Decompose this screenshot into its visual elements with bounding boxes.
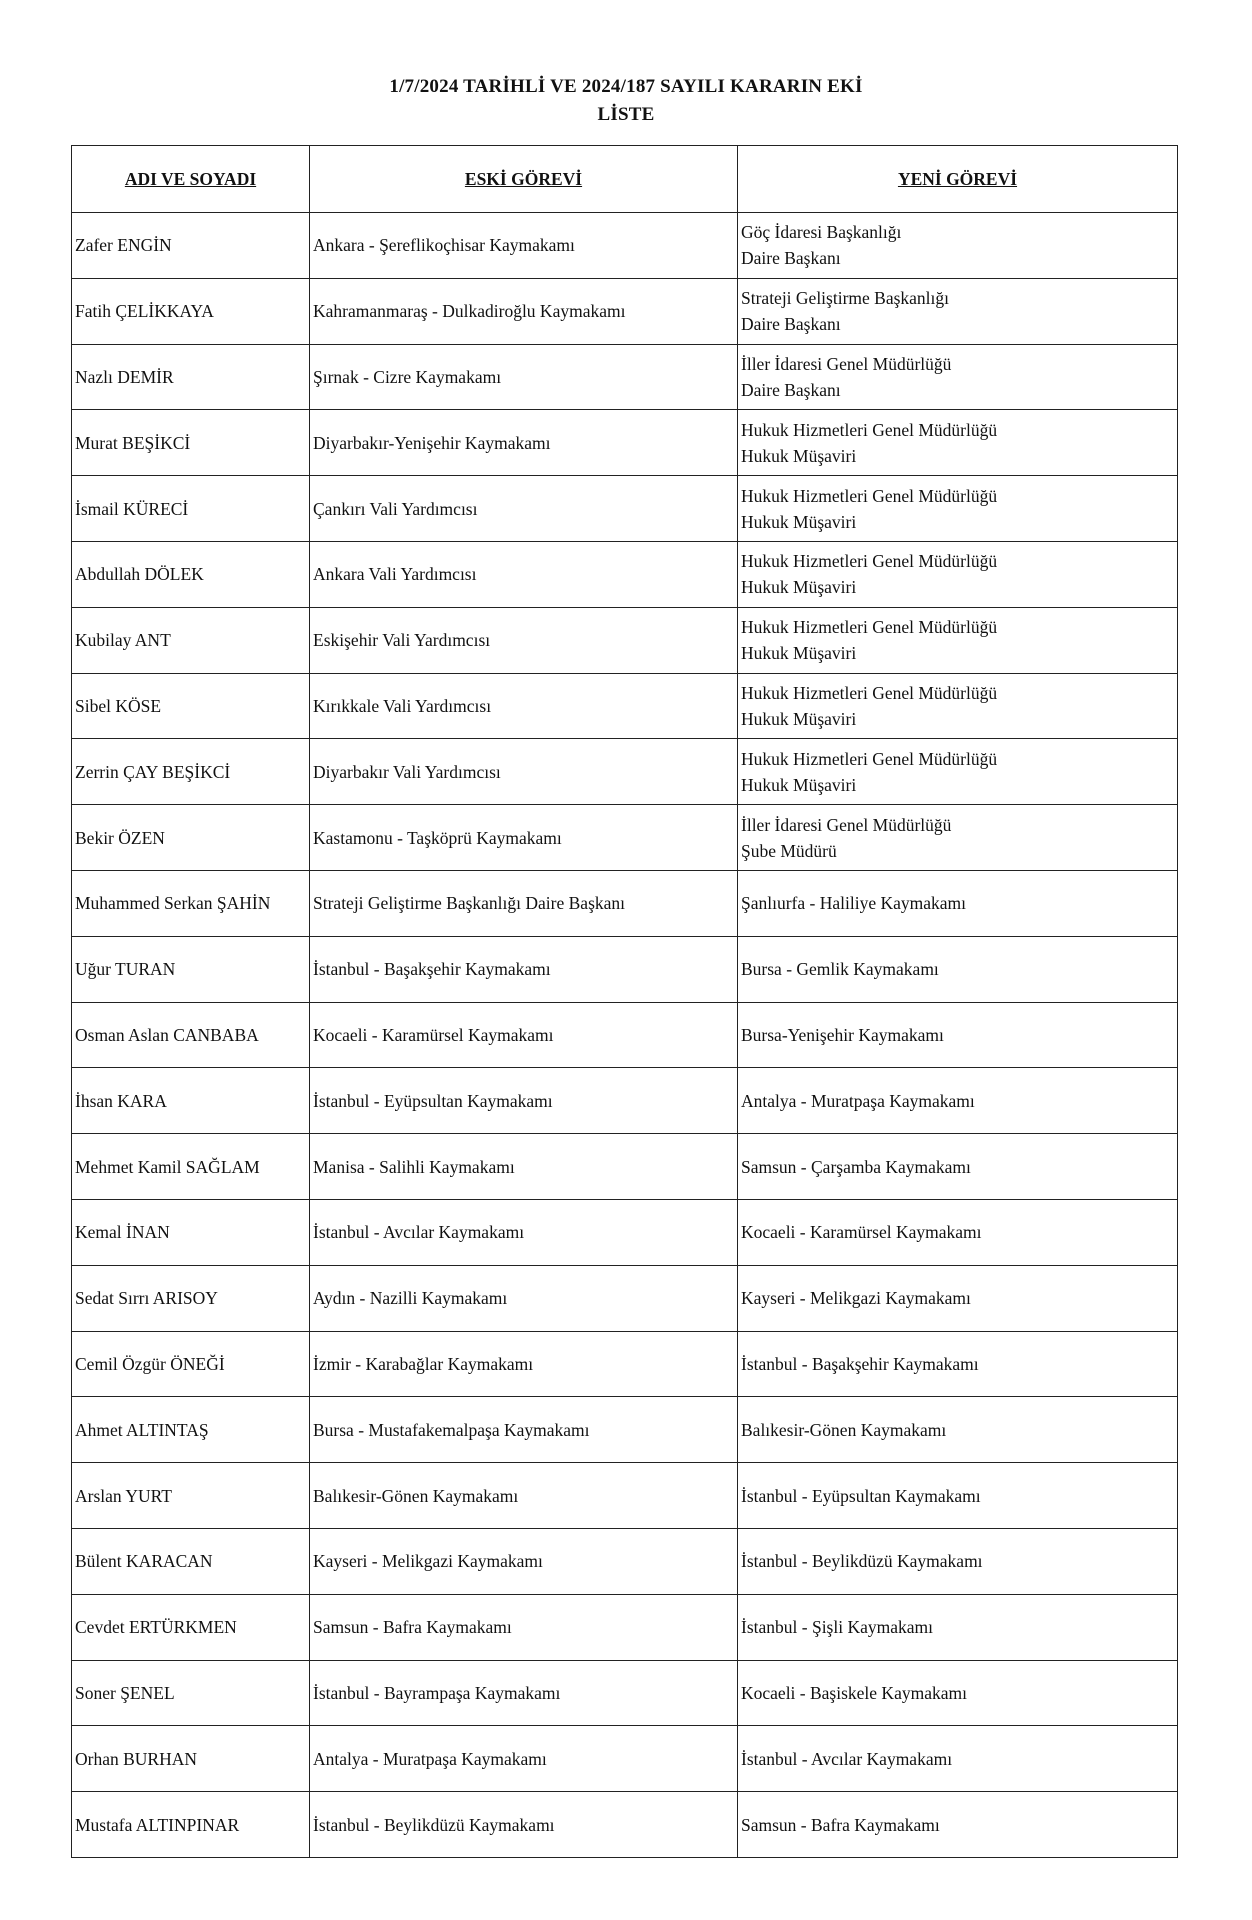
- new-position-line: Hukuk Hizmetleri Genel Müdürlüğü: [741, 485, 998, 506]
- cell-old-position: İstanbul - Başakşehir Kaymakamı: [310, 936, 738, 1002]
- cell-name: Muhammed Serkan ŞAHİN: [72, 870, 310, 936]
- new-position-line: Bursa - Gemlik Kaymakamı: [741, 959, 939, 980]
- table-row: [72, 213, 1178, 279]
- new-position-line: Samsun - Bafra Kaymakamı: [741, 1814, 940, 1835]
- table-row: [72, 1463, 1178, 1529]
- cell-new-position: [738, 1331, 1178, 1397]
- new-position-line: Antalya - Muratpaşa Kaymakamı: [741, 1090, 975, 1111]
- new-position-line: Kocaeli - Karamürsel Kaymakamı: [741, 1222, 982, 1243]
- table-row: [72, 936, 1178, 1002]
- table-row: [72, 344, 1178, 410]
- new-position-line: İstanbul - Başakşehir Kaymakamı: [741, 1353, 979, 1374]
- cell-name: Sedat Sırrı ARISOY: [72, 1265, 310, 1331]
- new-position-line: İller İdaresi Genel Müdürlüğü: [741, 814, 952, 835]
- table-row: [72, 1002, 1178, 1068]
- cell-name: Zafer ENGİN: [72, 213, 310, 279]
- cell-name: Sibel KÖSE: [72, 673, 310, 739]
- cell-name: Murat BEŞİKCİ: [72, 410, 310, 476]
- cell-name: Mehmet Kamil SAĞLAM: [72, 1134, 310, 1200]
- table-row: [72, 476, 1178, 542]
- table-row: [72, 1199, 1178, 1265]
- appointment-table: [71, 145, 1178, 1858]
- cell-name: İhsan KARA: [72, 1068, 310, 1134]
- cell-old-position: Aydın - Nazilli Kaymakamı: [310, 1265, 738, 1331]
- cell-new-position: [738, 541, 1178, 607]
- table-row: [72, 541, 1178, 607]
- table-row: [72, 1331, 1178, 1397]
- table-row: [72, 1528, 1178, 1594]
- new-position-line: Kocaeli - Başiskele Kaymakamı: [741, 1682, 967, 1703]
- table-row: [72, 1068, 1178, 1134]
- cell-new-position: [738, 739, 1178, 805]
- cell-new-position: [738, 1002, 1178, 1068]
- table-row: [72, 805, 1178, 871]
- cell-new-position: [738, 673, 1178, 739]
- cell-old-position: İstanbul - Eyüpsultan Kaymakamı: [310, 1068, 738, 1134]
- new-position-title: Hukuk Müşaviri: [741, 445, 857, 466]
- new-position-title: Hukuk Müşaviri: [741, 511, 857, 532]
- cell-new-position: [738, 1134, 1178, 1200]
- cell-new-position: [738, 870, 1178, 936]
- cell-name: Bülent KARACAN: [72, 1528, 310, 1594]
- cell-new-position: [738, 1397, 1178, 1463]
- cell-name: Kemal İNAN: [72, 1199, 310, 1265]
- new-position-line: Hukuk Hizmetleri Genel Müdürlüğü: [741, 617, 998, 638]
- cell-name: Ahmet ALTINTAŞ: [72, 1397, 310, 1463]
- cell-name: Orhan BURHAN: [72, 1726, 310, 1792]
- header-old-position: ESKİ GÖREVİ: [310, 146, 738, 213]
- cell-old-position: Ankara Vali Yardımcısı: [310, 541, 738, 607]
- new-position-line: İller İdaresi Genel Müdürlüğü: [741, 353, 952, 374]
- cell-name: Zerrin ÇAY BEŞİKCİ: [72, 739, 310, 805]
- new-position-title: Hukuk Müşaviri: [741, 577, 857, 598]
- table-row: [72, 1134, 1178, 1200]
- header-name: ADI VE SOYADI: [72, 146, 310, 213]
- header-new-position: YENİ GÖREVİ: [738, 146, 1178, 213]
- cell-new-position: [738, 1068, 1178, 1134]
- table-body: [72, 213, 1178, 1858]
- cell-name: Nazlı DEMİR: [72, 344, 310, 410]
- cell-new-position: [738, 344, 1178, 410]
- cell-old-position: Kastamonu - Taşköprü Kaymakamı: [310, 805, 738, 871]
- cell-old-position: Kocaeli - Karamürsel Kaymakamı: [310, 1002, 738, 1068]
- new-position-line: İstanbul - Beylikdüzü Kaymakamı: [741, 1551, 983, 1572]
- new-position-line: Balıkesir-Gönen Kaymakamı: [741, 1419, 947, 1440]
- cell-old-position: Manisa - Salihli Kaymakamı: [310, 1134, 738, 1200]
- cell-old-position: Kahramanmaraş - Dulkadiroğlu Kaymakamı: [310, 278, 738, 344]
- cell-new-position: [738, 1199, 1178, 1265]
- cell-name: İsmail KÜRECİ: [72, 476, 310, 542]
- cell-new-position: [738, 805, 1178, 871]
- new-position-title: Şube Müdürü: [741, 840, 837, 861]
- cell-new-position: [738, 278, 1178, 344]
- cell-new-position: [738, 1660, 1178, 1726]
- document-subtitle: LİSTE: [597, 104, 655, 125]
- cell-old-position: İstanbul - Beylikdüzü Kaymakamı: [310, 1792, 738, 1858]
- cell-old-position: Antalya - Muratpaşa Kaymakamı: [310, 1726, 738, 1792]
- cell-name: Osman Aslan CANBABA: [72, 1002, 310, 1068]
- cell-name: Soner ŞENEL: [72, 1660, 310, 1726]
- table-row: [72, 1660, 1178, 1726]
- cell-old-position: Eskişehir Vali Yardımcısı: [310, 607, 738, 673]
- cell-old-position: Bursa - Mustafakemalpaşa Kaymakamı: [310, 1397, 738, 1463]
- cell-old-position: Strateji Geliştirme Başkanlığı Daire Başkanı: [310, 870, 738, 936]
- cell-new-position: [738, 476, 1178, 542]
- cell-old-position: Diyarbakır Vali Yardımcısı: [310, 739, 738, 805]
- cell-name: Bekir ÖZEN: [72, 805, 310, 871]
- table-row: [72, 1265, 1178, 1331]
- cell-new-position: [738, 607, 1178, 673]
- cell-old-position: Diyarbakır-Yenişehir Kaymakamı: [310, 410, 738, 476]
- cell-name: Fatih ÇELİKKAYA: [72, 278, 310, 344]
- cell-new-position: [738, 936, 1178, 1002]
- cell-new-position: [738, 1594, 1178, 1660]
- cell-name: Mustafa ALTINPINAR: [72, 1792, 310, 1858]
- cell-new-position: [738, 1528, 1178, 1594]
- cell-old-position: Şırnak - Cizre Kaymakamı: [310, 344, 738, 410]
- cell-old-position: İstanbul - Avcılar Kaymakamı: [310, 1199, 738, 1265]
- table-row: [72, 1397, 1178, 1463]
- new-position-title: Daire Başkanı: [741, 314, 841, 335]
- table-row: [72, 607, 1178, 673]
- cell-old-position: Kırıkkale Vali Yardımcısı: [310, 673, 738, 739]
- cell-old-position: Ankara - Şereflikoçhisar Kaymakamı: [310, 213, 738, 279]
- cell-old-position: İstanbul - Bayrampaşa Kaymakamı: [310, 1660, 738, 1726]
- new-position-title: Hukuk Müşaviri: [741, 708, 857, 729]
- table-row: [72, 278, 1178, 344]
- cell-new-position: [738, 1463, 1178, 1529]
- cell-new-position: [738, 410, 1178, 476]
- new-position-line: Hukuk Hizmetleri Genel Müdürlüğü: [741, 682, 998, 703]
- cell-name: Uğur TURAN: [72, 936, 310, 1002]
- table-row: [72, 870, 1178, 936]
- table-row: [72, 673, 1178, 739]
- new-position-line: Kayseri - Melikgazi Kaymakamı: [741, 1288, 971, 1309]
- new-position-title: Hukuk Müşaviri: [741, 774, 857, 795]
- cell-new-position: [738, 1265, 1178, 1331]
- new-position-line: Samsun - Çarşamba Kaymakamı: [741, 1156, 971, 1177]
- new-position-line: Şanlıurfa - Haliliye Kaymakamı: [741, 893, 966, 914]
- table-header-row: [72, 146, 1178, 213]
- table-row: [72, 1726, 1178, 1792]
- cell-new-position: [738, 1726, 1178, 1792]
- cell-old-position: İzmir - Karabağlar Kaymakamı: [310, 1331, 738, 1397]
- table-row: [72, 1792, 1178, 1858]
- cell-old-position: Balıkesir-Gönen Kaymakamı: [310, 1463, 738, 1529]
- new-position-line: Hukuk Hizmetleri Genel Müdürlüğü: [741, 551, 998, 572]
- new-position-line: Bursa-Yenişehir Kaymakamı: [741, 1024, 944, 1045]
- cell-name: Abdullah DÖLEK: [72, 541, 310, 607]
- cell-name: Kubilay ANT: [72, 607, 310, 673]
- new-position-line: İstanbul - Şişli Kaymakamı: [741, 1617, 933, 1638]
- new-position-line: İstanbul - Avcılar Kaymakamı: [741, 1748, 953, 1769]
- cell-old-position: Kayseri - Melikgazi Kaymakamı: [310, 1528, 738, 1594]
- new-position-line: İstanbul - Eyüpsultan Kaymakamı: [741, 1485, 981, 1506]
- new-position-title: Daire Başkanı: [741, 379, 841, 400]
- cell-name: Arslan YURT: [72, 1463, 310, 1529]
- new-position-line: Göç İdaresi Başkanlığı: [741, 222, 902, 243]
- new-position-line: Hukuk Hizmetleri Genel Müdürlüğü: [741, 748, 998, 769]
- cell-name: Cevdet ERTÜRKMEN: [72, 1594, 310, 1660]
- cell-old-position: Çankırı Vali Yardımcısı: [310, 476, 738, 542]
- new-position-title: Daire Başkanı: [741, 248, 841, 269]
- document-title: 1/7/2024 TARİHLİ VE 2024/187 SAYILI KARARIN EKİ: [389, 76, 863, 97]
- cell-name: Cemil Özgür ÖNEĞİ: [72, 1331, 310, 1397]
- table-row: [72, 410, 1178, 476]
- new-position-title: Hukuk Müşaviri: [741, 643, 857, 664]
- cell-new-position: [738, 213, 1178, 279]
- table-row: [72, 739, 1178, 805]
- table-row: [72, 1594, 1178, 1660]
- new-position-line: Hukuk Hizmetleri Genel Müdürlüğü: [741, 419, 998, 440]
- new-position-line: Strateji Geliştirme Başkanlığı: [741, 288, 950, 309]
- cell-new-position: [738, 1792, 1178, 1858]
- cell-old-position: Samsun - Bafra Kaymakamı: [310, 1594, 738, 1660]
